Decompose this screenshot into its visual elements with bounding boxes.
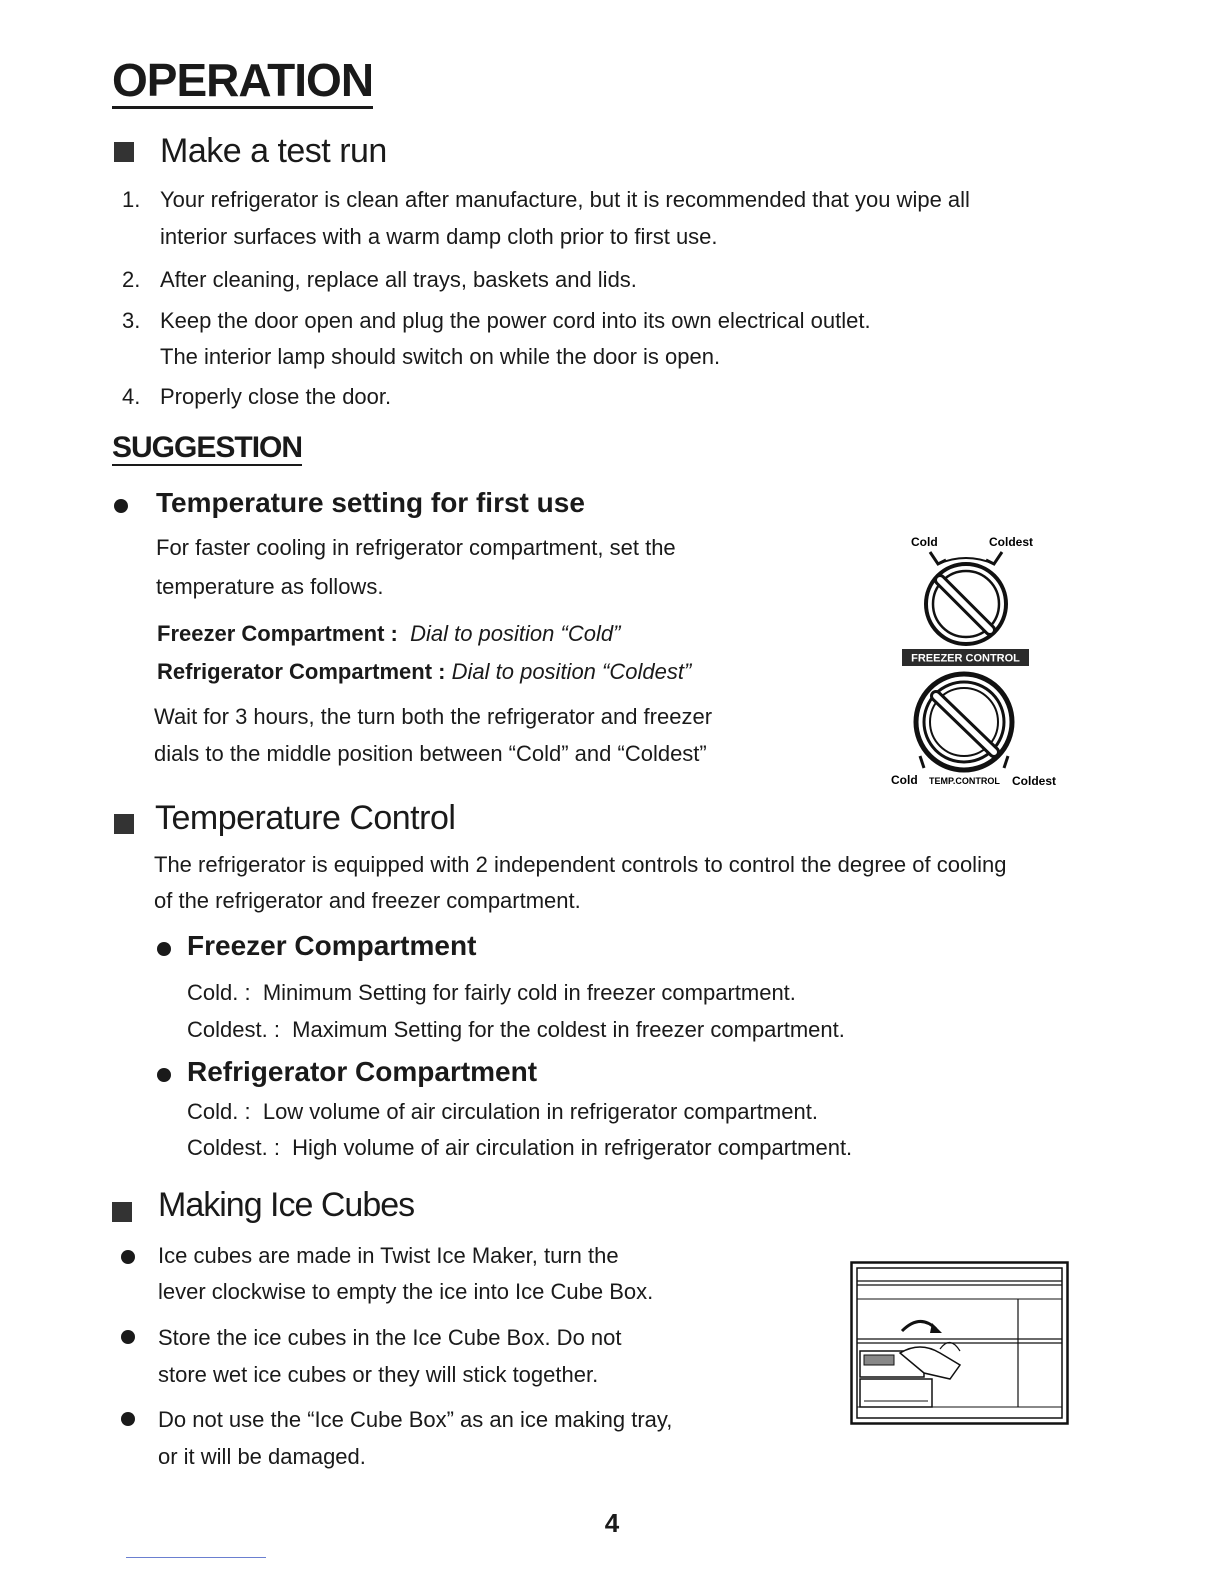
- freezer-coldest-row: [187, 1016, 845, 1044]
- bullet-icon: [157, 1068, 171, 1082]
- freezer-setting-value: Dial to position “Cold”: [410, 621, 621, 646]
- suggestion-text: temperature as follows.: [156, 574, 384, 599]
- temp-control-heading: Temperature Control: [155, 799, 456, 837]
- bullet-icon: [114, 499, 128, 513]
- bullet-icon: [121, 1412, 135, 1426]
- page-number: 4: [604, 1508, 620, 1538]
- test-run-heading: Make a test run: [160, 132, 387, 170]
- freezer-cold-text: Minimum Setting for fairly cold in freezer compartment.: [262, 980, 796, 1005]
- fridge-coldest-label: Coldest. :: [187, 1135, 280, 1160]
- dial-bottom-coldest-label: Coldest: [1012, 774, 1057, 788]
- fridge-cold-row: [187, 1098, 818, 1126]
- freezer-cold-label: Cold. :: [187, 980, 251, 1005]
- bullet-icon: [121, 1330, 135, 1344]
- wait-text: dials to the middle position between “Cold” and “Coldest”: [154, 741, 707, 766]
- ice-text: Store the ice cubes in the Ice Cube Box. Do not: [158, 1325, 622, 1350]
- ice-text: Ice cubes are made in Twist Ice Maker, turn the: [158, 1243, 619, 1268]
- freezer-setting-label: Freezer Compartment :: [157, 621, 398, 646]
- bullet-icon: [157, 942, 171, 956]
- step-text: Keep the door open and plug the power cord into its own electrical outlet.: [160, 308, 871, 333]
- fridge-setting-value: Dial to position “Coldest”: [451, 659, 692, 684]
- first-use-heading: Temperature setting for first use: [156, 487, 585, 518]
- suggestion-text: For faster cooling in refrigerator compartment, set the: [156, 535, 676, 560]
- section-square-icon: [112, 1202, 132, 1222]
- freezer-coldest-label: Coldest. :: [187, 1017, 280, 1042]
- dial-top-coldest-label: Coldest: [989, 535, 1034, 549]
- fridge-cold-text: Low volume of air circulation in refrigerator compartment.: [262, 1099, 818, 1124]
- page-title: OPERATION: [112, 54, 373, 109]
- step-text: Your refrigerator is clean after manufacture, but it is recommended that you wipe all: [160, 187, 970, 212]
- ice-text: store wet ice cubes or they will stick together.: [158, 1362, 599, 1387]
- ice-text: lever clockwise to empty the ice into Ice Cube Box.: [158, 1279, 654, 1304]
- ice-heading: Making Ice Cubes: [158, 1186, 415, 1224]
- step-number: 2.: [122, 267, 141, 292]
- freezer-cold-row: [187, 979, 796, 1007]
- freezer-control-label: FREEZER CONTROL: [911, 652, 1020, 665]
- freezer-compartment-heading: Freezer Compartment: [187, 930, 477, 961]
- dial-figure: [880, 530, 1080, 795]
- freezer-setting: [157, 620, 620, 648]
- freezer-coldest-text: Maximum Setting for the coldest in freezer compartment.: [292, 1017, 845, 1042]
- step-number: 4.: [122, 384, 141, 409]
- step-text: interior surfaces with a warm damp cloth prior to first use.: [160, 224, 718, 249]
- wait-text: Wait for 3 hours, the turn both the refrigerator and freezer: [154, 704, 713, 729]
- step-text: After cleaning, replace all trays, baskets and lids.: [160, 267, 637, 292]
- temp-dial: [916, 674, 1012, 770]
- ice-text: or it will be damaged.: [158, 1444, 366, 1469]
- suggestion-heading: SUGGESTION: [112, 431, 303, 464]
- temp-control-text: of the refrigerator and freezer compartment.: [154, 888, 581, 913]
- ice-text: Do not use the “Ice Cube Box” as an ice making tray,: [158, 1407, 673, 1432]
- fridge-setting-label: Refrigerator Compartment :: [157, 659, 446, 684]
- step-text: Properly close the door.: [160, 384, 392, 409]
- fridge-compartment-heading: Refrigerator Compartment: [187, 1056, 538, 1087]
- fridge-coldest-text: High volume of air circulation in refrigerator compartment.: [292, 1135, 853, 1160]
- section-square-icon: [114, 142, 134, 162]
- step-number: 3.: [122, 308, 141, 333]
- dial-top-cold-label: Cold: [911, 535, 938, 549]
- fridge-setting: [157, 658, 691, 686]
- fridge-coldest-row: [187, 1134, 852, 1162]
- step-text: The interior lamp should switch on while the door is open.: [160, 344, 721, 369]
- footer-line: [126, 1557, 266, 1558]
- temp-control-label: TEMP.CONTROL: [929, 776, 1000, 786]
- dial-bottom-cold-label: Cold: [891, 773, 918, 787]
- ice-maker-illustration: [850, 1261, 1072, 1427]
- step-number: 1.: [122, 187, 141, 212]
- freezer-dial: [926, 552, 1006, 644]
- fridge-cold-label: Cold. :: [187, 1099, 251, 1124]
- bullet-icon: [121, 1250, 135, 1264]
- section-square-icon: [114, 814, 134, 834]
- temp-control-text: The refrigerator is equipped with 2 independent controls to control the degree of cooling: [154, 852, 1007, 877]
